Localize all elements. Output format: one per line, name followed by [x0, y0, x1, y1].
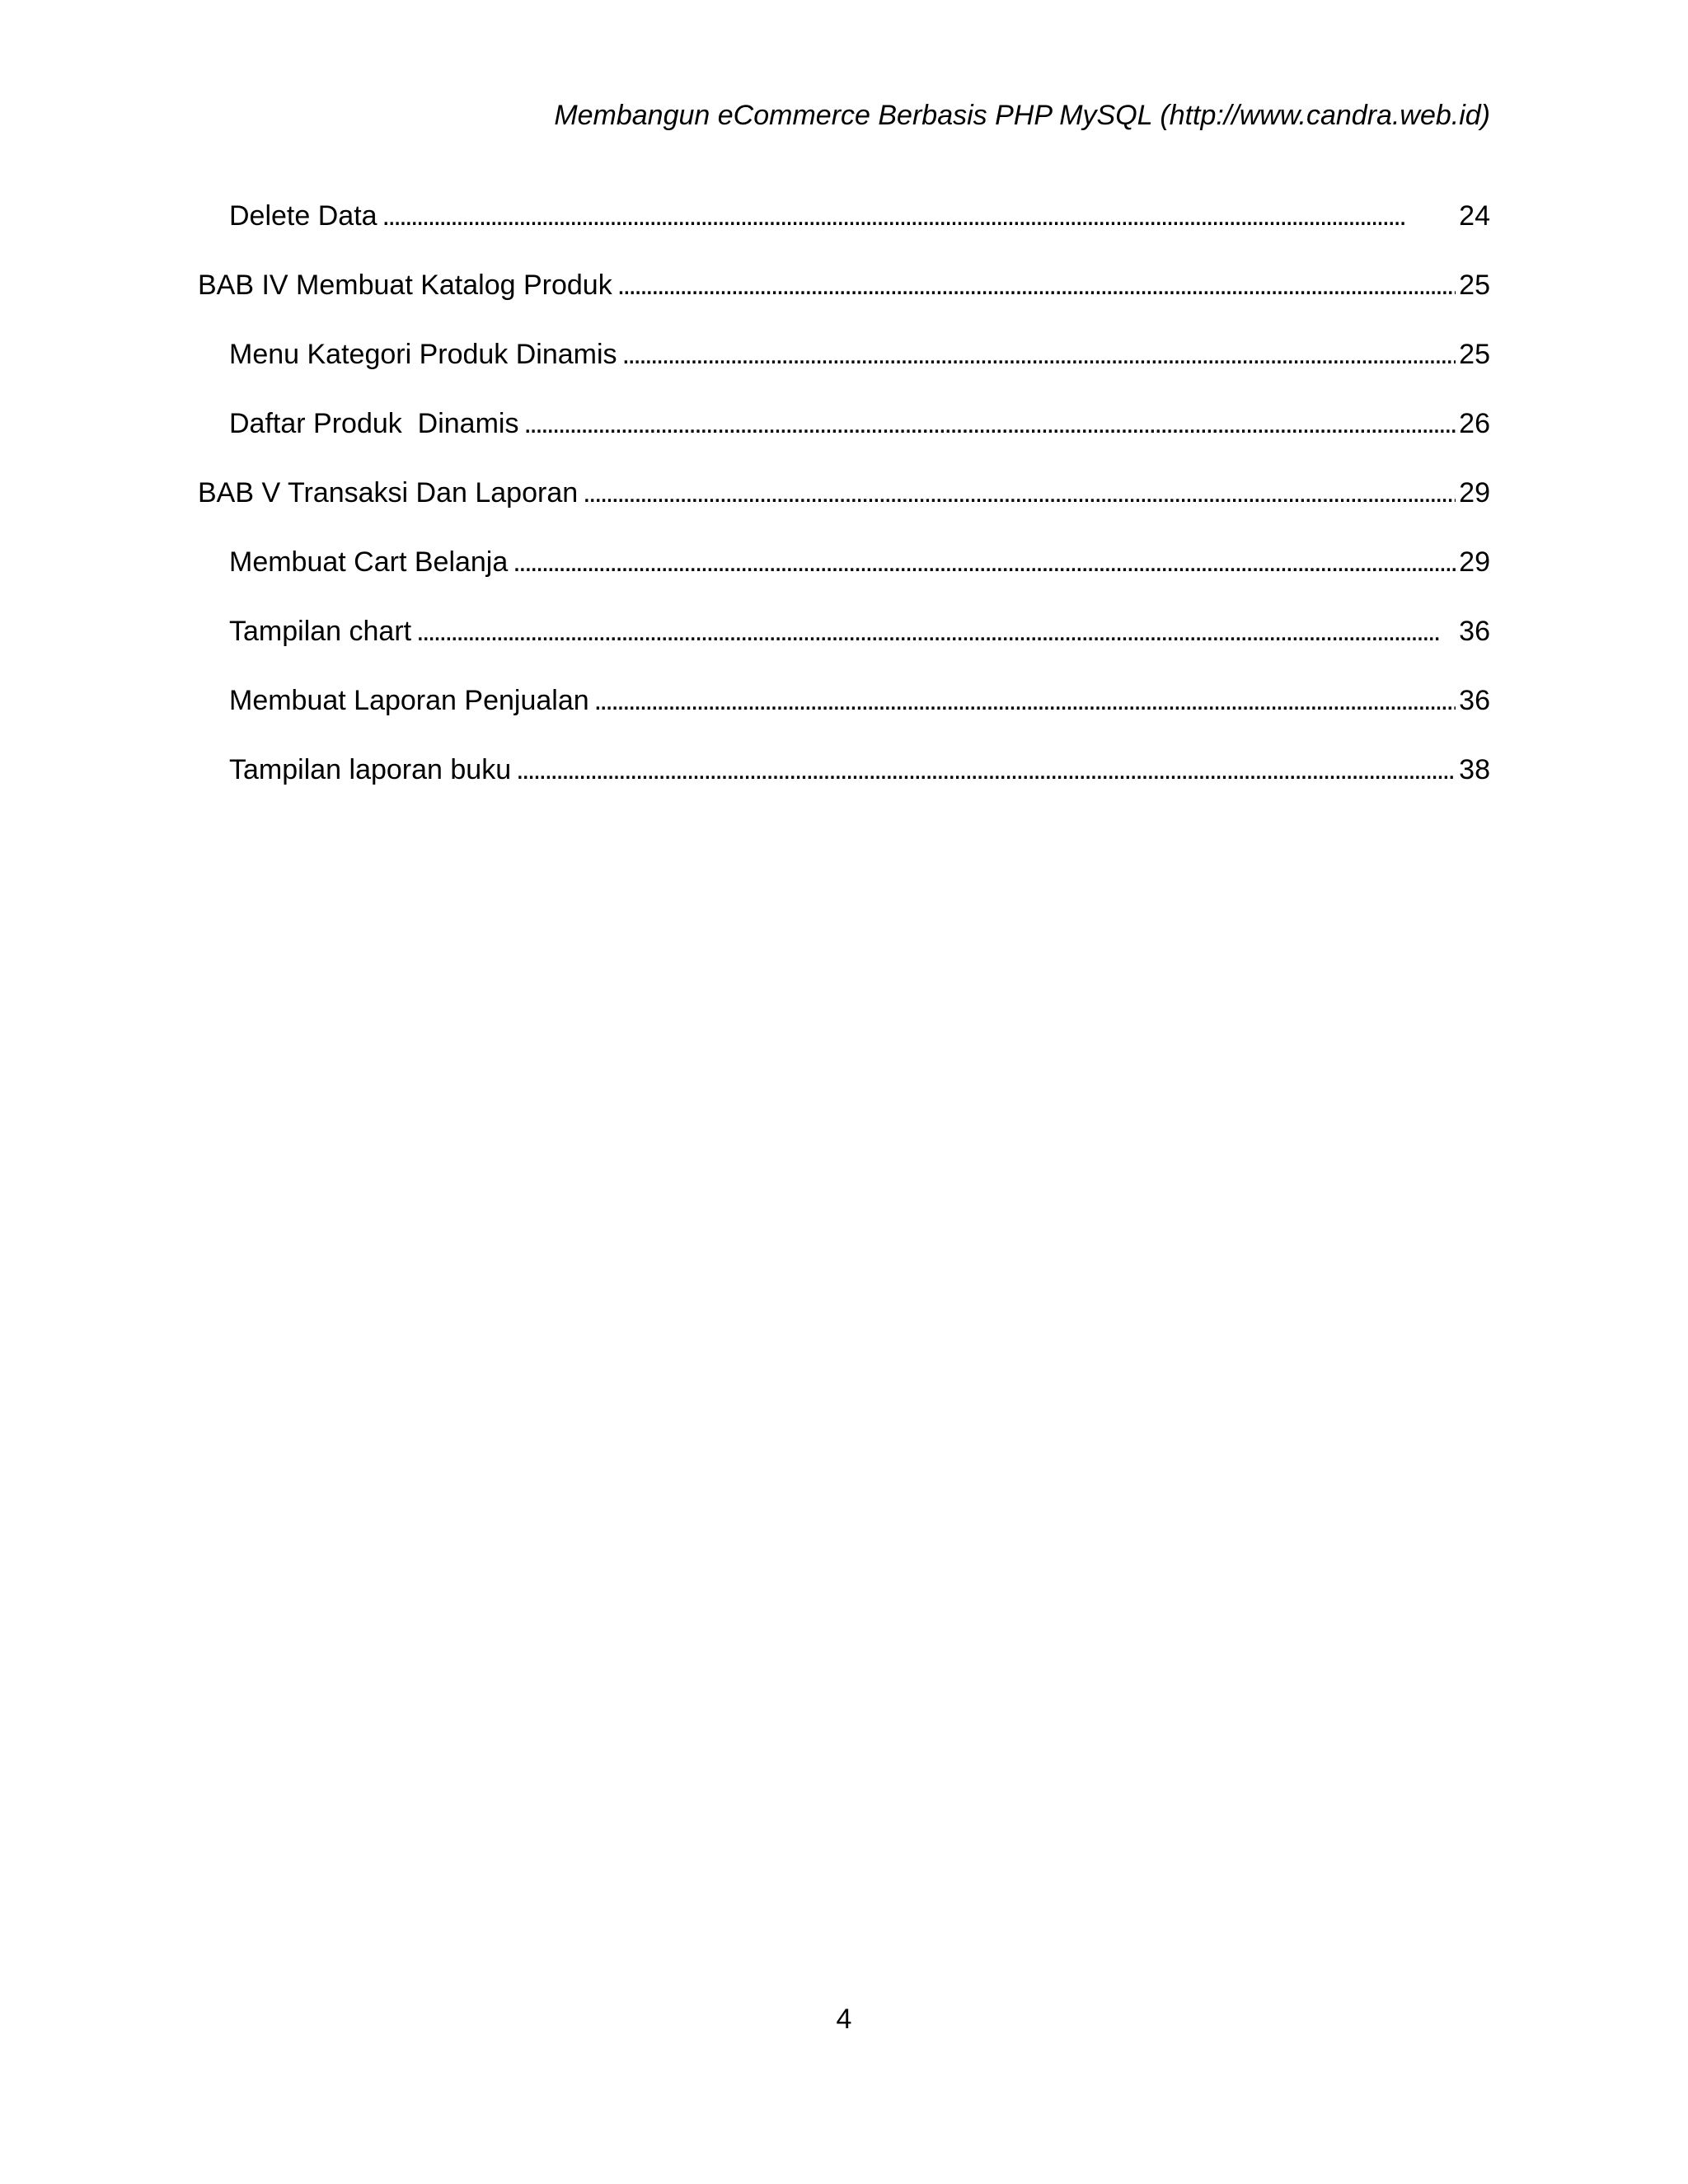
toc-entry-title: Tampilan laporan buku: [229, 752, 516, 788]
toc-entry-title: Membuat Laporan Penjualan: [229, 682, 594, 719]
toc-entry-title: BAB V Transaksi Dan Laporan: [198, 475, 583, 511]
page-number: 4: [836, 2004, 852, 2035]
toc-entry-title: Tampilan chart: [229, 613, 416, 649]
toc-entry[interactable]: [198, 613, 1490, 682]
toc-entry[interactable]: [198, 475, 1490, 544]
toc-entry[interactable]: [198, 405, 1490, 475]
toc-entry-title: BAB IV Membuat Katalog Produk: [198, 267, 617, 303]
toc-entry-page: 38: [1456, 752, 1490, 788]
toc-dot-leader: [516, 752, 1456, 788]
toc-entry-page: 25: [1456, 267, 1490, 303]
toc-entry[interactable]: [198, 198, 1490, 267]
toc-entry-title: Membuat Cart Belanja: [229, 544, 513, 580]
running-header: Membangun eCommerce Berbasis PHP MySQL (http://www.candra.web.id): [554, 100, 1490, 131]
toc-entry-page: 25: [1456, 336, 1490, 373]
toc-dot-leader: [583, 475, 1456, 511]
toc-dot-leader: [382, 198, 1456, 234]
toc-entry-page: 24: [1456, 198, 1490, 234]
toc-entry-page: 36: [1456, 613, 1490, 649]
toc-entry-page: 26: [1456, 405, 1490, 442]
toc-dot-leader: [416, 613, 1456, 649]
toc-dot-leader: [622, 336, 1456, 373]
toc-entry-title: Menu Kategori Produk Dinamis: [229, 336, 622, 373]
toc-entry[interactable]: [198, 682, 1490, 752]
toc-entry-page: 29: [1456, 544, 1490, 580]
toc-entry[interactable]: [198, 267, 1490, 336]
toc-entry-page: 29: [1456, 475, 1490, 511]
toc-dot-leader: [617, 267, 1456, 303]
toc-dot-leader: [513, 544, 1456, 580]
toc-entry[interactable]: [198, 752, 1490, 821]
toc-entry-page: 36: [1456, 682, 1490, 719]
toc-dot-leader: [594, 682, 1456, 719]
toc-dot-leader: [523, 405, 1456, 442]
table-of-contents: [198, 198, 1490, 821]
toc-entry[interactable]: [198, 544, 1490, 613]
toc-entry[interactable]: [198, 336, 1490, 405]
toc-entry-title: Delete Data: [229, 198, 382, 234]
toc-entry-title: Daftar Produk Dinamis: [229, 405, 523, 442]
